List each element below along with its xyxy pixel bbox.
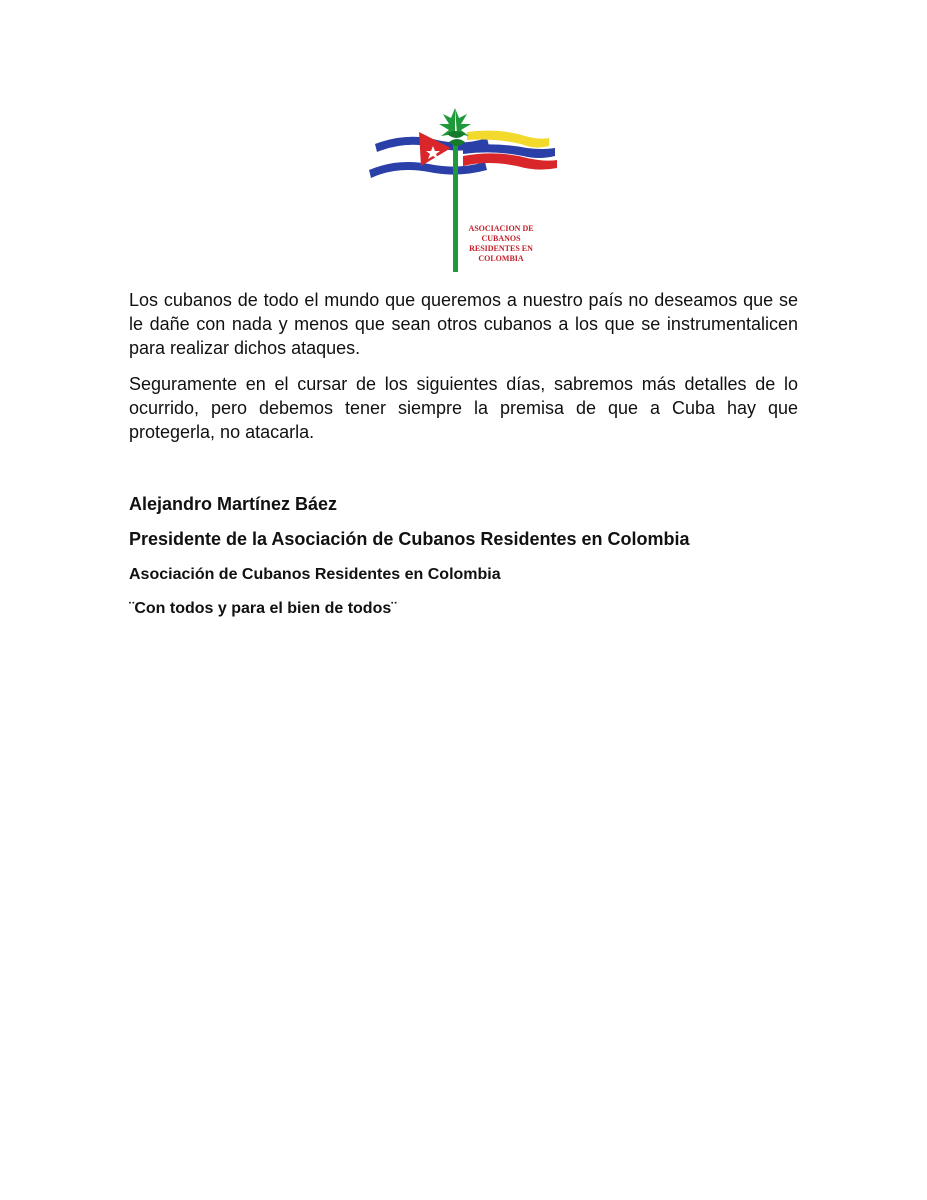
logo-text-line: ASOCIACION DE: [468, 224, 534, 233]
signature-name: Alejandro Martínez Báez: [129, 494, 338, 514]
association-logo: [367, 104, 559, 274]
signature-organization: Asociación de Cubanos Residentes en Colombia: [129, 566, 501, 583]
logo-text-line: RESIDENTES EN: [469, 244, 533, 253]
body-paragraph: Los cubanos de todo el mundo que queremos a nuestro país no deseamos que se le dañe con nada y menos que sean otros cubanos a los que se instrumentalicen para realizar dichos ataques.: [129, 290, 798, 358]
signature-title: Presidente de la Asociación de Cubanos Residentes en Colombia: [129, 529, 690, 549]
logo-text-line: COLOMBIA: [478, 254, 524, 263]
body-paragraph: Seguramente en el cursar de los siguientes días, sabremos más detalles de lo ocurrido, pero debemos tener siempre la premisa de que a Cuba hay que protegerla, no atacarla.: [129, 374, 798, 442]
signature-motto: ¨Con todos y para el bien de todos¨: [129, 600, 397, 617]
logo-text-line: CUBANOS: [481, 234, 521, 243]
palm-flags-logo-icon: [367, 104, 559, 274]
